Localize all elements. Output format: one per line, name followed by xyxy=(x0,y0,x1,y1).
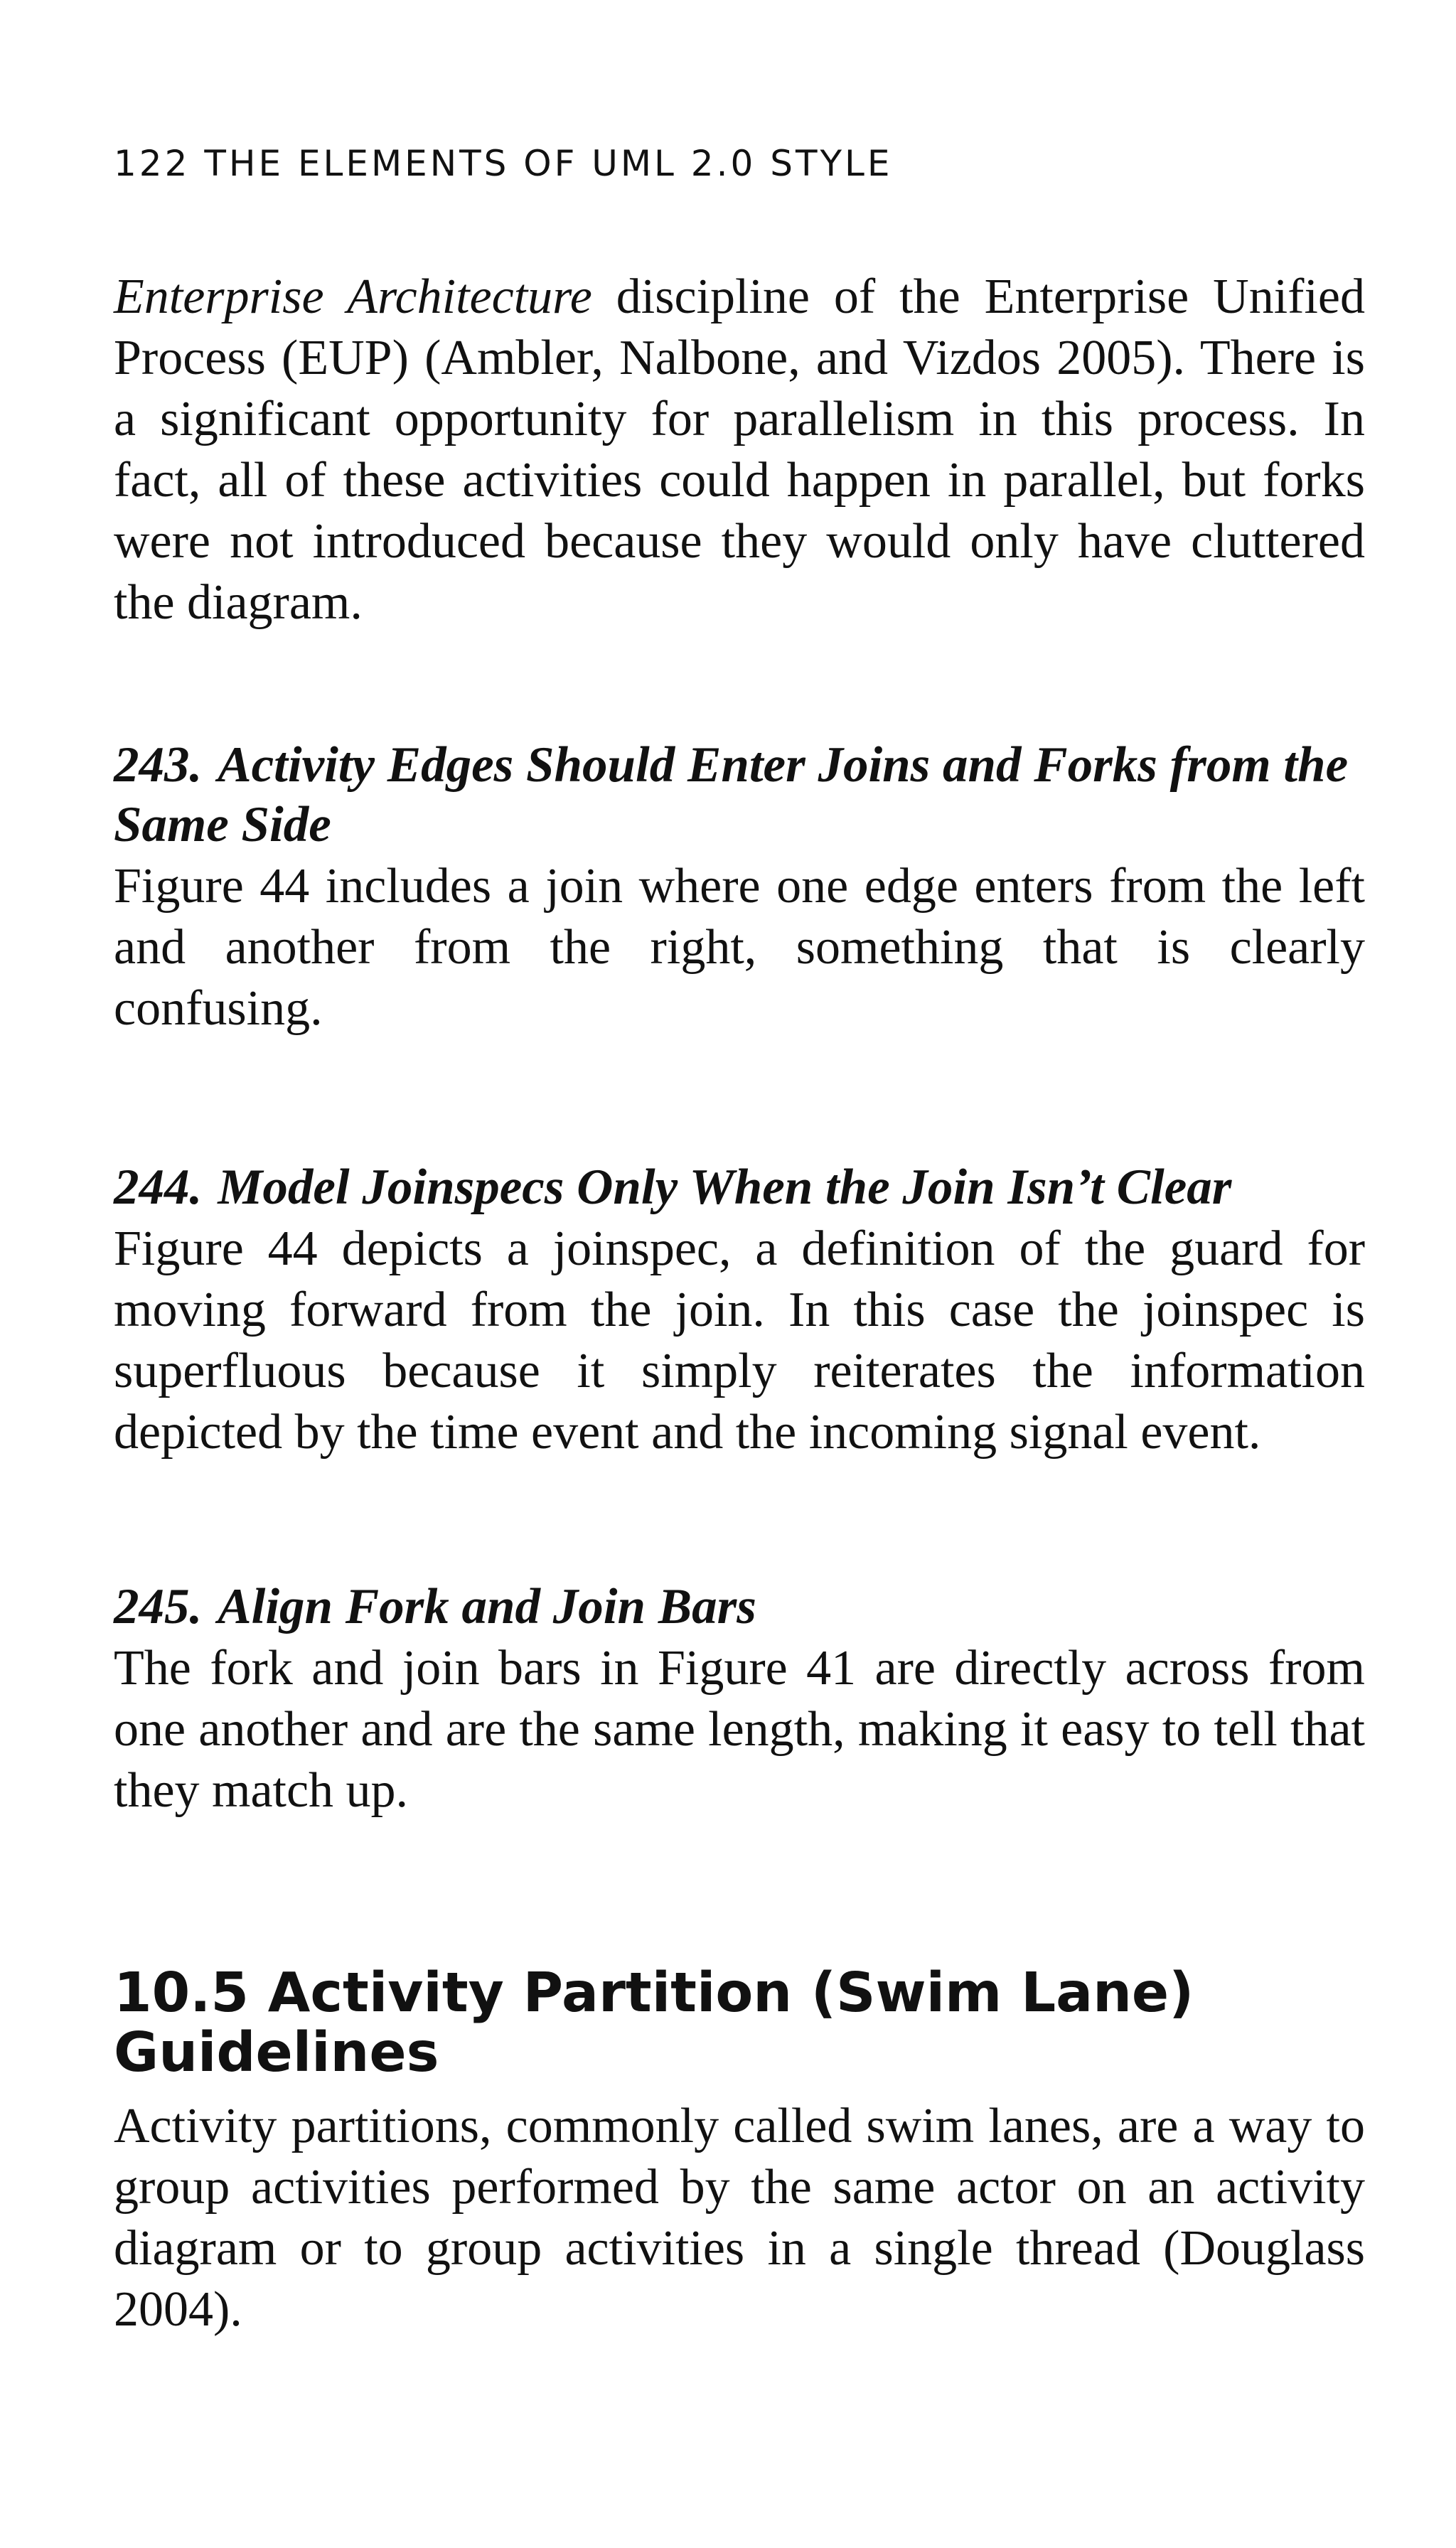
rule-title: Align Fork and Join Bars xyxy=(218,1579,756,1634)
rule-body: Figure 44 includes a join where one edge enters from the left and another from the right, something that is clearly confusing. xyxy=(114,859,1365,1036)
rule-title: Activity Edges Should Enter Joins and Forks from the Same Side xyxy=(114,737,1349,852)
rule-heading xyxy=(114,1157,1365,1217)
rule-title: Model Joinspecs Only When the Join Isn’t Clear xyxy=(218,1160,1232,1215)
section-heading xyxy=(114,1961,1365,2084)
rule-heading xyxy=(114,735,1365,855)
section-number: 10.5 xyxy=(114,1961,249,2025)
rule-heading xyxy=(114,1577,1365,1637)
rule-number: 245. xyxy=(114,1579,203,1634)
rule-243 xyxy=(114,735,1365,1039)
running-head: 122 THE ELEMENTS OF UML 2.0 STYLE xyxy=(114,143,893,184)
section-title: Activity Partition (Swim Lane) Guidelines xyxy=(114,1961,1194,2084)
rule-number: 243. xyxy=(114,737,203,793)
intro-paragraph-block xyxy=(114,267,1365,633)
rule-body: Figure 44 depicts a joinspec, a definition of the guard for moving forward from the join. In this case the joinspec is superfluous because it simply reiterates the information depicted by the time event and the incoming signal event. xyxy=(114,1221,1365,1460)
section-body: Activity partitions, commonly called swim lanes, are a way to group activities performed by the same actor on an activity diagram or to group activities in a single thread (Douglass 2004). xyxy=(114,2099,1365,2337)
section-10-5 xyxy=(114,1961,1365,2340)
intro-text: discipline of the Enterprise Unified Process (EUP) (Ambler, Nalbone, and Vizdos 2005). There is a significant opportunity for parallelism in this process. In fact, all of these activities could happen in parallel, but forks were not introduced because they would only have cluttered the diagram. xyxy=(114,269,1365,630)
intro-italic-term: Enterprise Architecture xyxy=(114,269,592,324)
rule-245 xyxy=(114,1577,1365,1821)
intro-paragraph xyxy=(114,267,1365,633)
rule-body: The fork and join bars in Figure 41 are directly across from one another and are the same length, making it easy to tell that they match up. xyxy=(114,1641,1365,1818)
rule-244 xyxy=(114,1157,1365,1463)
rule-number: 244. xyxy=(114,1160,203,1215)
